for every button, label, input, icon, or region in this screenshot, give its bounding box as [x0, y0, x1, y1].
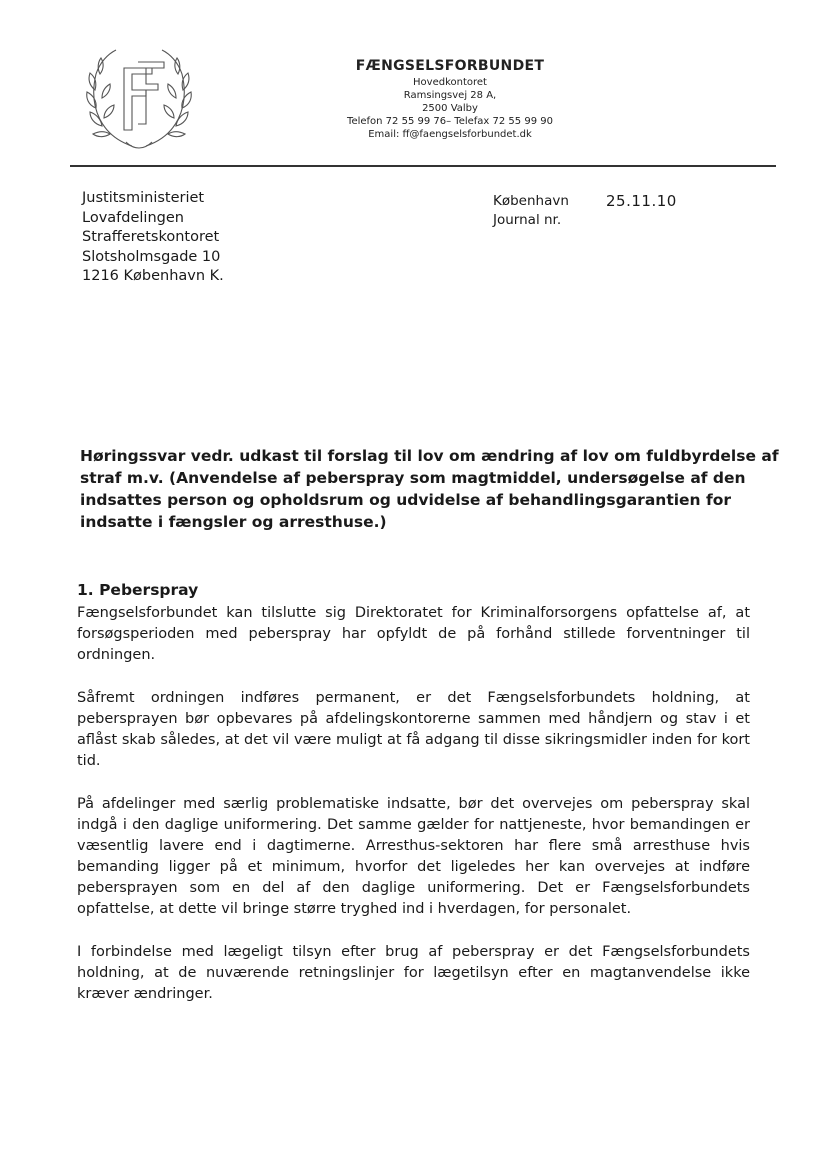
recipient-line: Lovafdelingen [82, 209, 184, 226]
recipient-line: Justitsministeriet [82, 190, 205, 206]
body-paragraph: Såfremt ordningen indføres permanent, er det Fængselsforbundets holdning, at pebersprayen bør opbevares på afdelingskontorerne sammen med håndjern og stav i et aflåst skab således, at det vil være muligt at få adgang til disse sikringsmidler inden for kort tid. [77, 690, 750, 769]
organization-email: Email: ff@faengselsforbundet.dk [368, 129, 532, 140]
organization-city: 2500 Valby [422, 103, 478, 114]
letter-date: 25.11.10 [606, 192, 677, 210]
recipient-line: Strafferetskontoret [82, 229, 220, 245]
organization-office: Hovedkontoret [413, 77, 487, 88]
letter-subject: Høringssvar vedr. udkast til forslag til lov om ændring af lov om fuldbyrdelse af straf m.v. (Anvendelse af peberspray som magtmiddel, undersøgelse af den indsattes person og opholdsrum og udvidelse af behandlingsgarantien for indsatte i fængsler og arresthuse.) [80, 447, 779, 531]
body-paragraph: Fængselsforbundet kan tilslutte sig Direktoratet for Kriminalforsorgens opfattelse af, at forsøgsperioden med peberspray har opfyldt de på forhånd stillede forventninger til ordningen. [77, 605, 750, 663]
journal-number-label: Journal nr. [493, 212, 562, 228]
organization-street: Ramsingsvej 28 A, [403, 90, 497, 101]
body-paragraph: På afdelinger med særlig problematiske indsatte, bør det overvejes om peberspray skal indgå i den daglige uniformering. Det samme gælder for nattjeneste, hvor bemandingen er væsentlig lavere end i dagtimerne. Arresthus-sektoren har flere små arresthuse hvis bemanding ligger på et minimum, hvorfor det ligeledes her kan overvejes at indføre pebersprayen som en del af den daglige uniformering. Det er Fængselsforbundets opfattelse, at dette vil bringe større tryghed ind i hverdagen, for personalet. [77, 796, 750, 917]
organization-letterhead [300, 58, 600, 141]
letter-meta [493, 192, 569, 230]
ff-wreath-logo-icon [80, 38, 198, 156]
section-title: 1. Peberspray [77, 581, 199, 599]
recipient-line: 1216 København K. [82, 268, 224, 284]
organization-phone-fax: Telefon 72 55 99 76– Telefax 72 55 99 90 [347, 116, 553, 127]
organization-name: FÆNGSELSFORBUNDET [355, 58, 545, 74]
letter-body [77, 580, 750, 1027]
letter-place: København [493, 193, 569, 209]
recipient-address [82, 189, 224, 287]
letterhead-divider [70, 165, 776, 167]
recipient-line: Slotsholmsgade 10 [82, 248, 221, 265]
body-paragraph: I forbindelse med lægeligt tilsyn efter brug af peberspray er det Fængselsforbundets holdning, at de nuværende retningslinjer for lægetilsyn efter en magtanvendelse ikke kræver ændringer. [77, 944, 750, 1002]
